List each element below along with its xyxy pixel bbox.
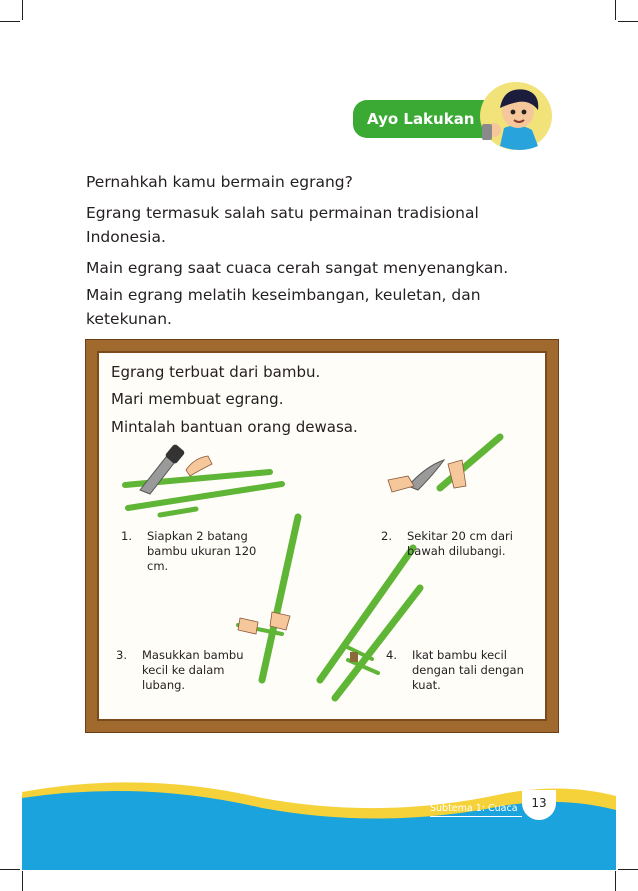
step-4	[386, 648, 541, 693]
box-line: Mintalah bantuan orang dewasa.	[111, 418, 358, 436]
crop-mark	[615, 0, 616, 20]
intro-question: Pernahkah kamu bermain egrang?	[86, 173, 353, 191]
crop-mark	[0, 21, 20, 22]
crop-mark	[22, 0, 23, 20]
badge-label: Ayo Lakukan	[367, 110, 475, 128]
crop-mark	[615, 871, 616, 891]
crop-mark	[22, 871, 23, 891]
boy-mascot-icon	[474, 78, 554, 154]
page-number: 13	[522, 790, 556, 820]
step-number: 4.	[386, 648, 397, 662]
footer-wave	[0, 770, 638, 870]
intro-paragraph: Egrang termasuk salah satu permainan tradisional Indonesia.	[86, 204, 479, 246]
ayo-lakukan-badge	[353, 100, 488, 138]
step-text: Masukkan bambu kecil ke dalam lubang.	[142, 648, 244, 692]
step-text: Ikat bambu kecil dengan tali dengan kuat.	[412, 648, 524, 692]
step-1	[121, 529, 261, 574]
intro-paragraph: Main egrang saat cuaca cerah sangat menyenangkan.	[86, 259, 509, 277]
step-number: 2.	[381, 529, 392, 543]
step-text: Sekitar 20 cm dari bawah dilubangi.	[407, 529, 513, 558]
subtema-label: Subtema 1: Cuaca	[430, 803, 522, 817]
knife-bamboo-icon	[388, 437, 500, 492]
step-text: Siapkan 2 batang bambu ukuran 120 cm.	[147, 529, 257, 573]
step-number: 1.	[121, 529, 132, 543]
box-line: Egrang terbuat dari bambu.	[111, 363, 321, 381]
saw-cutting-bamboo-icon	[125, 443, 282, 515]
crop-mark	[618, 21, 638, 22]
step-2	[381, 529, 536, 559]
step-number: 3.	[116, 648, 127, 662]
box-line: Mari membuat egrang.	[111, 390, 284, 408]
step-3	[116, 648, 246, 693]
intro-paragraph: Main egrang melatih keseimbangan, keuletan, dan ketekunan.	[86, 286, 481, 328]
